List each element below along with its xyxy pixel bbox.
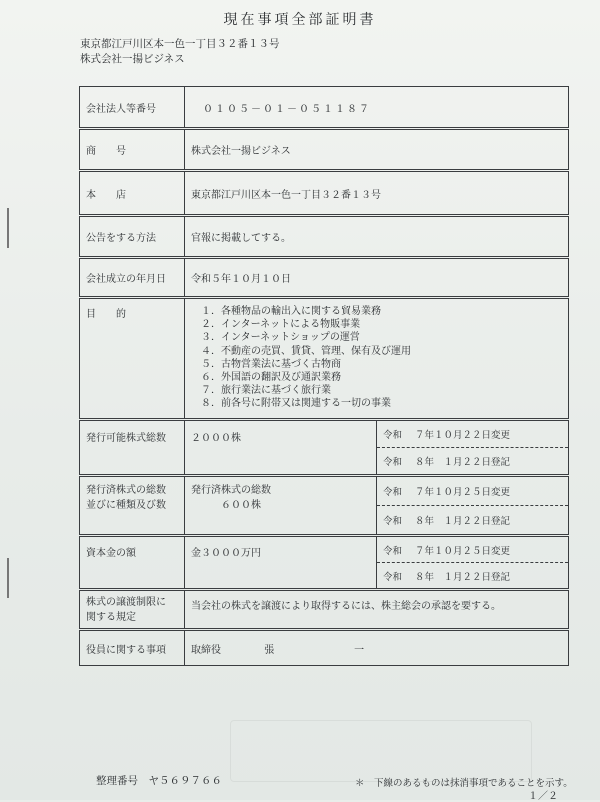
footer-note: ＊ 下線のあるものは抹消事項であることを示す。 — [355, 778, 573, 789]
date-era: 令和 — [383, 571, 403, 583]
date-era: 令和 — [383, 457, 403, 468]
purpose-item: １．各種物品の輸出入に関する貿易業務 — [201, 306, 381, 317]
purpose-item: ６．外国語の翻訳及び通訳業務 — [201, 372, 341, 384]
row-public-notice — [80, 216, 569, 258]
value-authorized-shares: ２０００株 — [185, 420, 377, 476]
officer-name: 張 一 — [264, 644, 385, 656]
label-issued-shares — [80, 476, 185, 536]
value-purpose — [185, 298, 569, 420]
purpose-item: ７．旅行業法に基づく旅行業 — [201, 385, 331, 397]
row-established — [80, 258, 569, 298]
value-corp-number: ０１０５－０１－０５１１８７ — [185, 87, 569, 129]
value-established: 令和５年１０月１０日 — [185, 258, 569, 298]
purpose-item: ２．インターネットによる物販事業 — [201, 319, 361, 331]
label-established: 会社成立の年月日 — [80, 258, 185, 298]
issued-shares-register-date — [377, 506, 569, 536]
label-corp-number: 会社法人等番号 — [80, 87, 185, 129]
date-text: ８年 １月２２日登記 — [415, 516, 511, 527]
row-transfer-restriction — [80, 590, 569, 630]
date-text: ７年１０月２５日変更 — [415, 545, 511, 557]
issued-shares-change-date — [377, 476, 569, 506]
label-line: 並びに種類及び数 — [86, 500, 166, 511]
row-trade-name — [80, 129, 569, 171]
row-capital — [80, 536, 569, 563]
purpose-item: ３．インターネットショップの運営 — [201, 332, 360, 344]
row-corp-number — [80, 87, 569, 129]
row-issued-shares — [80, 476, 569, 506]
row-purpose — [80, 298, 569, 420]
label-capital: 資本金の額 — [80, 536, 185, 590]
row-authorized-shares — [80, 420, 569, 448]
date-era: 令和 — [383, 487, 403, 498]
value-line: 発行済株式の総数 — [191, 485, 271, 496]
value-capital: 金３０００万円 — [185, 536, 377, 590]
header-company-name: 株式会社一揚ビジネス — [80, 53, 185, 65]
value-officers — [185, 630, 569, 666]
row-head-office — [80, 171, 569, 216]
reference-number: 整理番号 ヤ５６９７６６ — [96, 775, 222, 787]
purpose-item: ４．不動産の売買、賃貸、管理、保有及び運用 — [201, 345, 411, 357]
label-authorized-shares: 発行可能株式総数 — [80, 420, 185, 476]
capital-change-date — [377, 536, 569, 563]
date-text: ７年１０月２２日変更 — [415, 430, 511, 441]
label-line: 株式の譲渡制限に — [86, 596, 166, 608]
date-text: ８年 １月２２日登記 — [415, 571, 511, 583]
capital-register-date — [377, 563, 569, 590]
row-officers — [80, 630, 569, 666]
authorized-shares-change-date — [377, 420, 569, 448]
authorized-shares-register-date — [377, 448, 569, 476]
purpose-item: ５．古物営業法に基づく古物商 — [201, 358, 341, 370]
label-trade-name: 商 号 — [80, 129, 185, 171]
binder-mark — [7, 558, 9, 598]
header-address: 東京都江戸川区本一色一丁目３２番１３号 — [80, 38, 280, 50]
date-era: 令和 — [383, 430, 403, 441]
page-number: １／２ — [528, 791, 558, 802]
value-issued-shares — [185, 476, 377, 536]
background-watermark — [230, 720, 532, 782]
label-purpose: 目 的 — [80, 298, 185, 420]
label-officers: 役員に関する事項 — [80, 630, 185, 666]
officer-role: 取締役 — [191, 644, 221, 656]
purpose-item: ８．前各号に附帯又は関連する一切の事業 — [201, 398, 391, 410]
label-transfer-restriction — [80, 590, 185, 630]
document-title: 現在事項全部証明書 — [223, 12, 377, 28]
value-head-office: 東京都江戸川区本一色一丁目３２番１３号 — [185, 171, 569, 216]
value-line: ６００株 — [221, 500, 261, 511]
label-line: 発行済株式の総数 — [86, 485, 166, 496]
binder-mark — [7, 208, 9, 248]
label-public-notice: 公告をする方法 — [80, 216, 185, 258]
registry-table — [79, 86, 569, 666]
date-era: 令和 — [383, 545, 403, 557]
purpose-list — [191, 305, 562, 411]
value-public-notice: 官報に掲載してする。 — [185, 216, 569, 258]
date-text: ７年１０月２５日変更 — [415, 487, 511, 498]
value-trade-name: 株式会社一揚ビジネス — [185, 129, 569, 171]
value-transfer-restriction: 当会社の株式を譲渡により取得するには、株主総会の承認を要する。 — [185, 590, 569, 630]
label-line: 関する規定 — [86, 611, 136, 623]
label-head-office: 本 店 — [80, 171, 185, 216]
date-era: 令和 — [383, 516, 403, 527]
date-text: ８年 １月２２日登記 — [415, 457, 511, 468]
